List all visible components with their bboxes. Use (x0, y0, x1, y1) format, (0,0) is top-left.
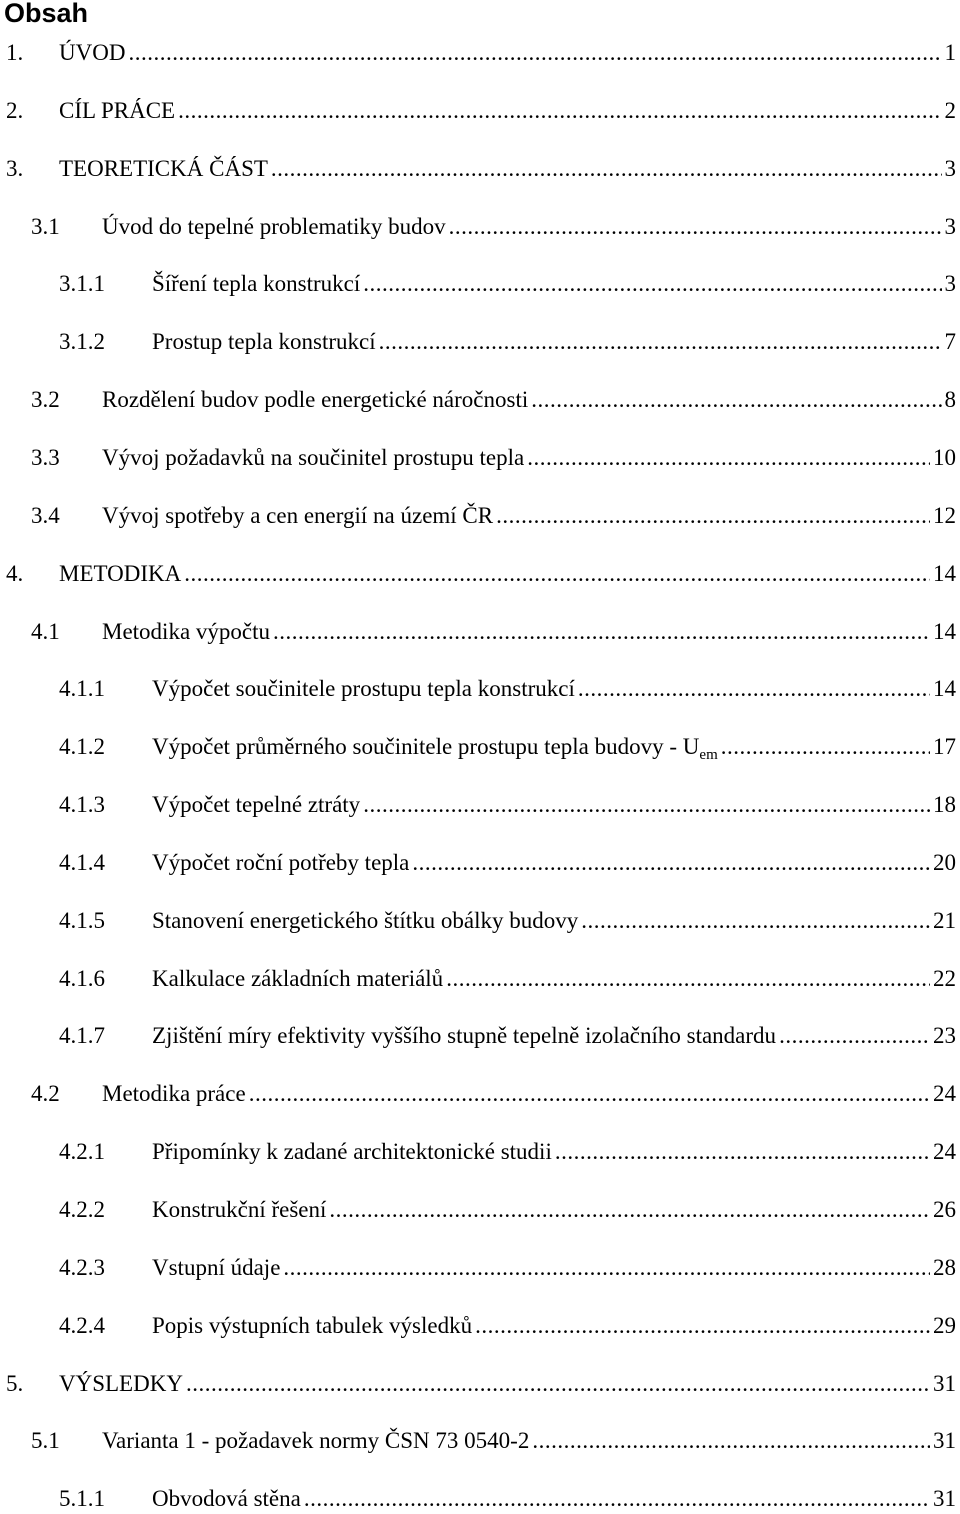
toc-entry[interactable] (6, 38, 956, 68)
toc-entry[interactable] (59, 1137, 956, 1167)
toc-dot-leader (779, 1021, 930, 1051)
toc-entry[interactable] (6, 559, 956, 589)
toc-entry-page: 23 (933, 1023, 956, 1049)
toc-entry-number: 4.2.2 (59, 1197, 105, 1222)
toc-entry-page: 18 (933, 792, 956, 818)
toc-entry-number: 4.1.2 (59, 734, 105, 760)
toc-entry-number: 4.2 (31, 1081, 60, 1107)
toc-dot-leader (531, 385, 941, 415)
toc-entry[interactable] (59, 1484, 956, 1514)
toc-entry-page: 14 (933, 676, 956, 702)
toc-entry-title: Kalkulace základních materiálů (152, 965, 444, 991)
toc-entry-page: 17 (933, 734, 956, 760)
toc-dot-leader (249, 1079, 930, 1109)
toc-entry-number: 4.2.1 (59, 1139, 105, 1165)
toc-dot-leader (271, 154, 942, 184)
toc-entry-title: ÚVOD (59, 40, 126, 65)
toc-entry-title: Popis výstupních tabulek výsledků (152, 1312, 473, 1338)
toc-entry-title: Výpočet tepelné ztráty (152, 792, 361, 818)
toc-entry-number: 4.1 (31, 618, 60, 644)
toc-entry-title: Rozdělení budov podle energetické náročnosti (102, 387, 529, 413)
toc-entry-page: 8 (944, 387, 956, 413)
toc-entry[interactable] (31, 617, 956, 647)
toc-entry-page: 2 (944, 97, 956, 123)
toc-dot-leader (379, 327, 942, 357)
toc-entry-title: Vývoj požadavků na součinitel prostupu tepla (102, 444, 525, 470)
toc-entry-page: 26 (933, 1197, 956, 1222)
toc-entry-number: 3. (6, 155, 24, 181)
toc-dot-leader (186, 1369, 930, 1399)
toc-entry-page: 28 (933, 1254, 956, 1280)
toc-entry[interactable] (31, 1079, 956, 1109)
toc-entry[interactable] (59, 964, 956, 994)
toc-entry-page: 21 (933, 907, 956, 933)
toc-entry-title: Zjištění míry efektivity vyššího stupně tepelně izolačního standardu (152, 1023, 777, 1049)
toc-dot-leader (527, 443, 930, 473)
toc-entry-title: Prostup tepla konstrukcí (152, 329, 376, 355)
toc-entry-number: 3.1.2 (59, 329, 105, 355)
toc-entry-number: 5.1.1 (59, 1486, 105, 1512)
toc-entry-number: 4.1.6 (59, 965, 105, 991)
toc-entry-title: Připomínky k zadané architektonické studii (152, 1139, 552, 1165)
toc-dot-leader (581, 906, 930, 936)
toc-entry-page: 20 (933, 849, 956, 875)
toc-dot-leader (532, 1426, 930, 1456)
toc-entry[interactable] (59, 269, 956, 299)
toc-entry-page: 24 (933, 1081, 956, 1107)
toc-entry-title: Vstupní údaje (152, 1254, 281, 1280)
toc-dot-leader (304, 1484, 930, 1514)
toc-dot-leader (128, 38, 941, 68)
toc-entry[interactable] (59, 1195, 956, 1225)
toc-entry[interactable] (59, 1311, 956, 1341)
toc-entry[interactable] (59, 1021, 956, 1051)
toc-entry-page: 1 (944, 40, 956, 65)
toc-entry-number: 3.4 (31, 502, 60, 528)
toc-entry-title: VÝSLEDKY (59, 1370, 183, 1396)
toc-entry-title: Metodika práce (102, 1081, 246, 1107)
toc-entry-number: 4.1.1 (59, 676, 105, 702)
toc-dot-leader (273, 617, 930, 647)
toc-entry-page: 3 (944, 155, 956, 181)
toc-dot-leader (446, 964, 930, 994)
toc-entry-page: 12 (933, 502, 956, 528)
toc-entry-page: 31 (933, 1370, 956, 1396)
toc-entry-number: 1. (6, 40, 24, 65)
toc-entry-title: Úvod do tepelné problematiky budov (102, 213, 446, 239)
toc-entry-number: 3.2 (31, 387, 60, 413)
page-title: Obsah (4, 0, 89, 28)
toc-entry-number: 4.1.4 (59, 849, 105, 875)
toc-entry[interactable] (31, 212, 956, 242)
toc-entry[interactable] (59, 674, 956, 704)
toc-entry-page: 14 (933, 618, 956, 644)
toc-entry-title: Obvodová stěna (152, 1486, 301, 1512)
toc-entry-number: 4.1.3 (59, 792, 105, 818)
toc-dot-leader (412, 848, 930, 878)
toc-entry-title: Výpočet průměrného součinitele prostupu tepla budovy - $U_{em}$ (152, 734, 718, 764)
toc-entry-number: 3.1 (31, 213, 60, 239)
toc-entry[interactable] (59, 906, 956, 936)
toc-entry-title: Konstrukční řešení (152, 1197, 327, 1222)
toc-entry-page: 3 (944, 271, 956, 297)
toc-entry-page: 22 (933, 965, 956, 991)
toc-dot-leader (283, 1253, 930, 1283)
toc-entry[interactable] (31, 501, 956, 531)
toc-entry-title: Výpočet součinitele prostupu tepla konstrukcí (152, 676, 575, 702)
toc-entry-number: 4.1.7 (59, 1023, 105, 1049)
toc-entry-number: 2. (6, 97, 24, 123)
toc-dot-leader (721, 732, 930, 762)
toc-entry[interactable] (31, 385, 956, 415)
toc-entry-title: Vývoj spotřeby a cen energií na území ČR (102, 502, 494, 528)
toc-entry[interactable] (31, 443, 956, 473)
toc-entry[interactable] (59, 1253, 956, 1283)
toc-entry-number: 5. (6, 1370, 24, 1396)
toc-entry-page: 10 (933, 444, 956, 470)
toc-entry-number: 3.3 (31, 444, 60, 470)
toc-entry[interactable] (6, 96, 956, 126)
toc-entry[interactable] (6, 154, 956, 184)
toc-entry[interactable] (59, 790, 956, 820)
toc-dot-leader (363, 790, 930, 820)
toc-entry-page: 31 (933, 1486, 956, 1512)
toc-entry-number: 4.1.5 (59, 907, 105, 933)
toc-entry[interactable] (31, 1426, 956, 1456)
toc-dot-leader (329, 1195, 930, 1225)
toc-entry[interactable] (59, 848, 956, 878)
toc-entry-title: TEORETICKÁ ČÁST (59, 155, 268, 181)
toc-entry-title: Šíření tepla konstrukcí (152, 271, 361, 297)
toc-entry-page: 31 (933, 1428, 956, 1454)
toc-entry-page: 14 (933, 560, 956, 586)
toc-dot-leader (475, 1311, 930, 1341)
toc-dot-leader (578, 674, 930, 704)
toc-entry-number: 4.2.4 (59, 1312, 105, 1338)
toc-entry[interactable] (6, 1369, 956, 1399)
toc-entry[interactable] (59, 327, 956, 357)
toc-dot-leader (178, 96, 941, 126)
toc-entry-title: Stanovení energetického štítku obálky budovy (152, 907, 579, 933)
toc-entry-title: Výpočet roční potřeby tepla (152, 849, 410, 875)
toc-entry[interactable] (59, 732, 956, 762)
toc-dot-leader (449, 212, 942, 242)
toc-entry-title: METODIKA (59, 560, 182, 586)
toc-dot-leader (363, 269, 941, 299)
toc-entry-page: 7 (944, 329, 956, 355)
toc-entry-title: CÍL PRÁCE (59, 97, 176, 123)
toc-entry-title: Metodika výpočtu (102, 618, 270, 644)
toc-entry-number: 3.1.1 (59, 271, 105, 297)
toc-entry-title: Varianta 1 - požadavek normy ČSN 73 0540-2 (102, 1428, 530, 1454)
toc-dot-leader (184, 559, 930, 589)
toc-entry-number: 4. (6, 560, 24, 586)
toc-dot-leader (496, 501, 930, 531)
toc-entry-page: 24 (933, 1139, 956, 1165)
toc-entry-number: 4.2.3 (59, 1254, 105, 1280)
toc-entry-subscript: em (699, 747, 718, 764)
toc-entry-number: 5.1 (31, 1428, 60, 1454)
toc-entry-page: 29 (933, 1312, 956, 1338)
toc-dot-leader (555, 1137, 930, 1167)
toc-entry-page: 3 (944, 213, 956, 239)
